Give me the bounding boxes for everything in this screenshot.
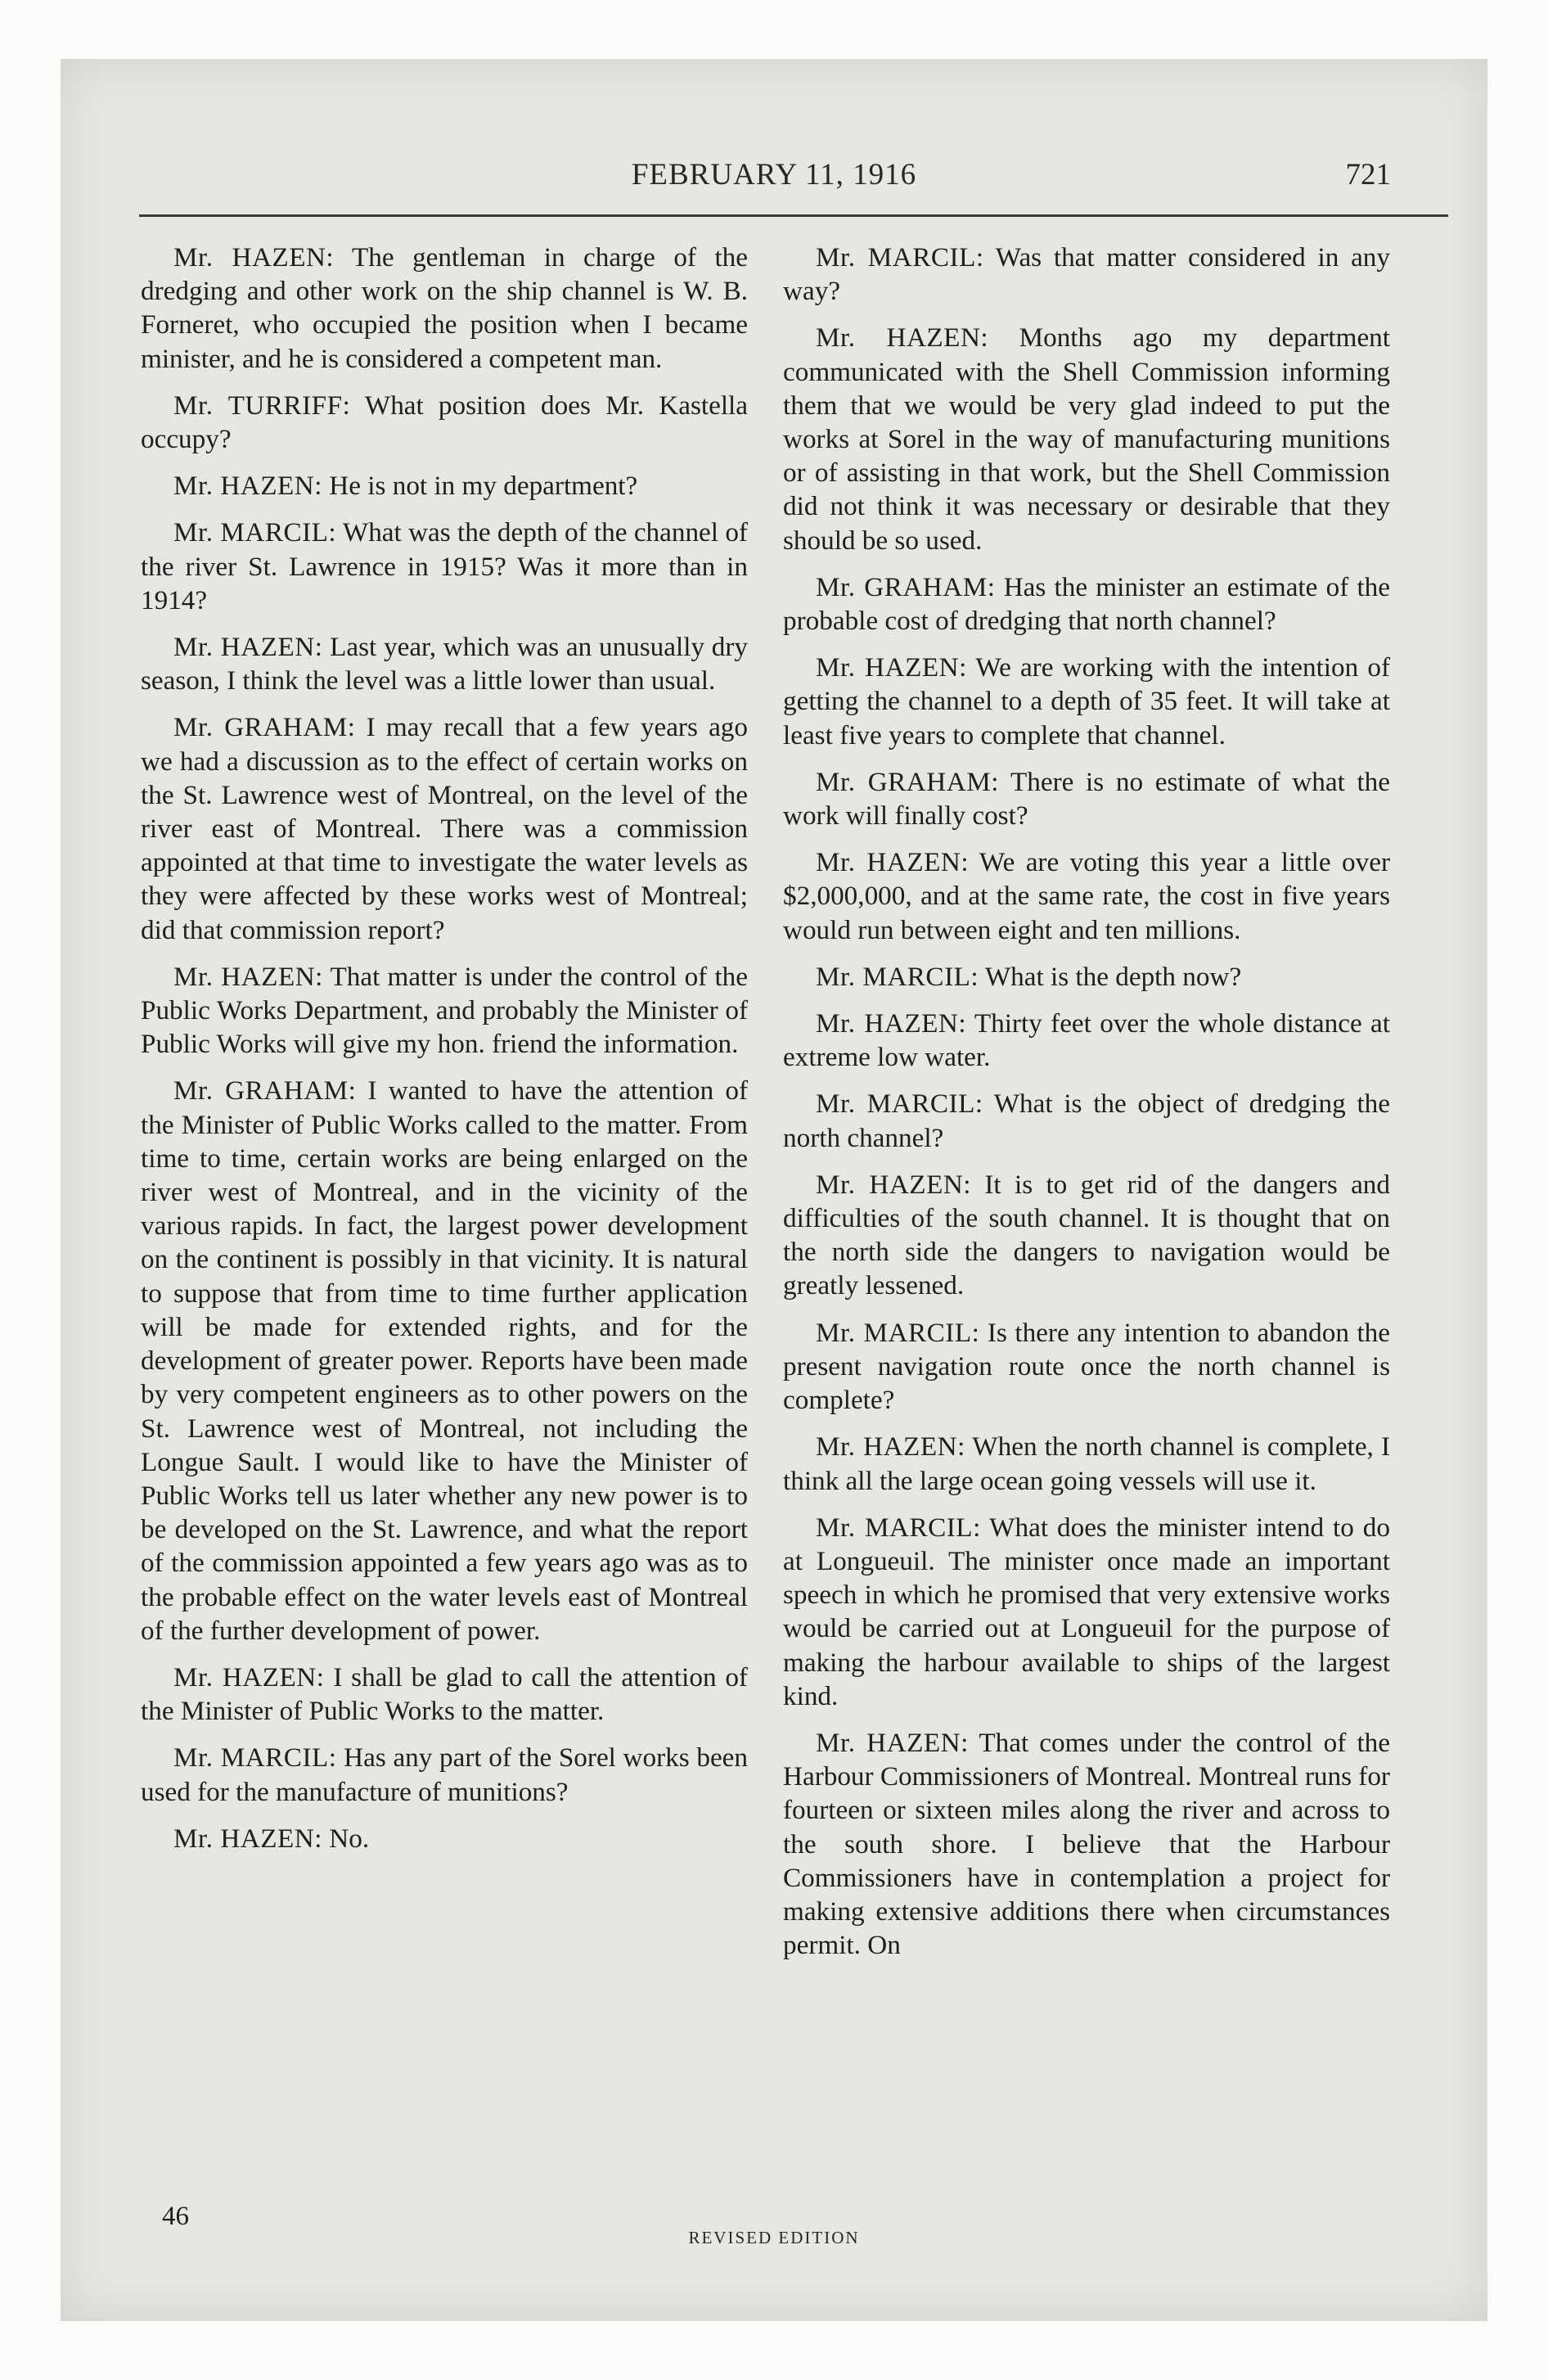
speech-text: What is the depth now?: [984, 961, 1242, 992]
edition-label: REVISED EDITION: [688, 2228, 860, 2247]
speech-paragraph: [141, 469, 748, 503]
right-column: [783, 241, 1390, 1975]
header-page-number: 721: [1345, 158, 1391, 192]
speech-paragraph: [141, 1822, 748, 1855]
speech-text: Thirty feet over the whole distance at extreme low water.: [783, 1008, 1390, 1073]
speaker-name: Mr. HAZEN:: [816, 1431, 965, 1463]
speech-text: That matter is under the control of the Public Works Department, and probably the Minister of Public Works will give my hon. friend the information.: [141, 961, 748, 1060]
speaker-name: Mr. MARCIL:: [816, 1317, 980, 1348]
speech-text: It is to get rid of the dangers and difficulties of the south channel. It is thought that on the north side the dangers to navigation would be greatly lessened.: [783, 1169, 1390, 1301]
speaker-name: Mr. MARCIL:: [173, 1742, 337, 1774]
speaker-name: Mr. HAZEN:: [173, 632, 323, 663]
speaker-name: Mr. MARCIL:: [816, 242, 984, 273]
speech-paragraph: [783, 960, 1390, 994]
speech-text: Is there any intention to abandon the present navigation route once the north channel is complete?: [783, 1317, 1390, 1416]
speech-paragraph: [783, 1007, 1390, 1074]
speech-text: I shall be glad to call the attention of the Minister of Public Works to the matter.: [141, 1661, 748, 1727]
speech-text: We are working with the intention of getting the channel to a depth of 35 feet. It will take at least five years to complete that channel.: [783, 652, 1390, 751]
speech-text: Months ago my department communicated with the Shell Commission informing them that we would be very glad indeed to put the works at Sorel in the way of manufacturing munitions or of assisting in that work, but the Shell Commission did not think it was necessary or desirable that they should be so used.: [783, 322, 1390, 556]
speaker-name: Mr. MARCIL:: [816, 1512, 981, 1543]
speech-paragraph: [783, 1511, 1390, 1713]
speech-text: What position does Mr. Kastella occupy?: [141, 390, 749, 455]
speech-paragraph: [141, 516, 748, 617]
speaker-name: Mr. GRAHAM:: [173, 712, 356, 743]
speaker-name: Mr. HAZEN:: [816, 1008, 967, 1039]
speaker-name: Mr. HAZEN:: [173, 1661, 325, 1693]
speech-text: The gentleman in charge of the dredging and other work on the ship channel is W. B. Forneret, who occupied the position when I became minister, and he is considered a competent man.: [141, 242, 748, 374]
speech-text: When the north channel is complete, I think all the large ocean going vessels will use it.: [783, 1431, 1390, 1496]
speech-text: Was that matter considered in any way?: [783, 242, 1390, 307]
speech-paragraph: [783, 1087, 1390, 1154]
speech-text: That comes under the control of the Harbour Commissioners of Montreal. Montreal runs for fourteen or sixteen miles along the river and across to the south shore. I believe that the Harbour Commissioners have in contemplation a project for making extensive additions there when circumstances permit. On: [783, 1727, 1390, 1961]
speech-text: I may recall that a few years ago we had a discussion as to the effect of certain works on the St. Lawrence west of Montreal, on the level of the river east of Montreal. There was a commission appointed at that time to investigate the water levels as they were affected by these works west of Montreal; did that commission report?: [141, 712, 748, 945]
speech-paragraph: [783, 570, 1390, 638]
speech-paragraph: [141, 630, 748, 697]
speech-text: Has any part of the Sorel works been used for the manufacture of munitions?: [141, 1742, 749, 1807]
speaker-name: Mr. HAZEN:: [173, 471, 322, 502]
speech-paragraph: [141, 1741, 748, 1808]
speech-text: There is no estimate of what the work will finally cost?: [783, 766, 1390, 832]
speech-text: I wanted to have the attention of the Minister of Public Works called to the matter. From time to time, certain works are being enlarged on the river west of Montreal, and in the vicinity of the various rapids. In fact, the largest power development on the continent is possibly in that vicinity. It is natural to suppose that from time to time further application will be made for extended rights, and for the development of greater power. Reports have been made by very competent engineers as to other powers on the St. Lawrence west of Montreal, not including the Longue Sault. I would like to have the Minister of Public Works tell us later whether any new power is to be developed on the St. Lawrence, and what the report of the commission appointed a few years ago was as to the probable effect on the water levels east of Montreal of the further development of power.: [141, 1075, 749, 1646]
signature-number: 46: [162, 2202, 189, 2231]
speech-paragraph: [783, 651, 1390, 752]
speaker-name: Mr. HAZEN:: [816, 322, 989, 354]
speech-text: What is the object of dredging the north channel?: [783, 1089, 1390, 1153]
speaker-name: Mr. HAZEN:: [816, 1169, 972, 1200]
speech-text: He is not in my department?: [329, 471, 638, 502]
speech-paragraph: [141, 710, 748, 946]
speech-paragraph: [783, 1316, 1390, 1418]
speaker-name: Mr. GRAHAM:: [816, 571, 996, 602]
speaker-name: Mr. HAZEN:: [816, 1727, 969, 1758]
speaker-name: Mr. GRAHAM:: [173, 1075, 357, 1107]
speech-text: No.: [329, 1823, 370, 1854]
speaker-name: Mr. HAZEN:: [816, 652, 967, 683]
speech-paragraph: [141, 1661, 748, 1728]
speaker-name: Mr. TURRIFF:: [173, 390, 351, 421]
speech-paragraph: [783, 1430, 1390, 1497]
speech-paragraph: [783, 1168, 1390, 1303]
document-page: [61, 59, 1487, 2321]
speech-text: What does the minister intend to do at Longueuil. The minister once made an important speech in which he promised that very extensive works would be carried out at Longueuil for the purpose of making the harbour available to ships of the largest kind.: [783, 1512, 1390, 1711]
speaker-name: Mr. HAZEN:: [173, 1823, 322, 1854]
speech-text: Has the minister an estimate of the probable cost of dredging that north channel?: [783, 571, 1390, 637]
speech-paragraph: [783, 845, 1390, 947]
speaker-name: Mr. MARCIL:: [816, 961, 979, 992]
speech-paragraph: [141, 389, 748, 456]
speech-paragraph: [783, 765, 1390, 832]
speaker-name: Mr. GRAHAM:: [816, 766, 999, 797]
header-rule: [139, 214, 1448, 217]
speaker-name: Mr. HAZEN:: [173, 242, 335, 273]
page-header: [61, 157, 1487, 206]
speaker-name: Mr. HAZEN:: [173, 961, 323, 992]
speech-text: We are voting this year a little over $2,000,000, and at the same rate, the cost in five years would run between eight and ten millions.: [783, 847, 1391, 945]
speech-paragraph: [783, 321, 1390, 557]
speech-text: Last year, which was an unusually dry season, I think the level was a little lower than usual.: [141, 632, 748, 696]
speech-paragraph: [783, 241, 1390, 308]
speaker-name: Mr. HAZEN:: [816, 847, 970, 878]
speech-paragraph: [141, 241, 748, 376]
speech-text: What was the depth of the channel of the river St. Lawrence in 1915? Was it more than in 1914?: [141, 517, 748, 615]
speech-paragraph: [783, 1726, 1390, 1962]
speech-paragraph: [141, 1074, 748, 1647]
speaker-name: Mr. MARCIL:: [173, 517, 337, 548]
header-date: FEBRUARY 11, 1916: [631, 158, 917, 192]
speech-paragraph: [141, 960, 748, 1062]
left-column: [141, 241, 748, 1868]
speaker-name: Mr. MARCIL:: [816, 1089, 983, 1120]
